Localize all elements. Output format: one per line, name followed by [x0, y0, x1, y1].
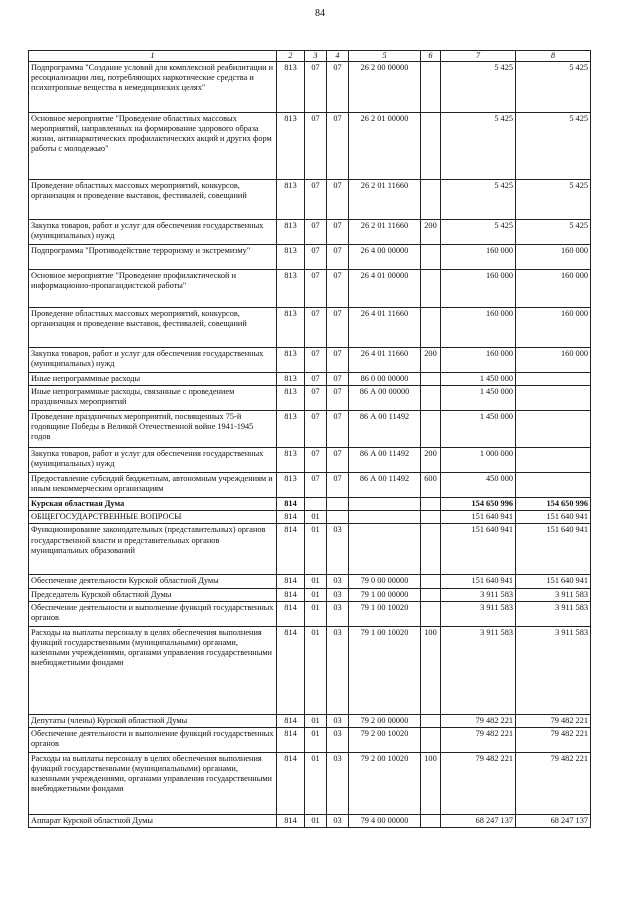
row-section: 07: [305, 473, 327, 498]
row-name: Основное мероприятие "Проведение профилактической и информационно-пропагандистской работы": [29, 270, 277, 308]
row-subsection: 07: [327, 180, 349, 220]
row-grbs: 813: [277, 270, 305, 308]
row-section: 07: [305, 270, 327, 308]
table-row: [29, 601, 591, 626]
row-sum-col8: 3 911 583: [516, 626, 591, 714]
row-target-article: 26 4 01 11660: [349, 348, 421, 373]
row-expense-type: [421, 373, 441, 386]
row-section: [305, 498, 327, 511]
row-section: 01: [305, 714, 327, 727]
row-sum-col7: 1 450 000: [441, 373, 516, 386]
row-sum-col8: 5 425: [516, 220, 591, 245]
budget-table: [28, 50, 591, 828]
row-subsection: 03: [327, 524, 349, 575]
table-row: [29, 373, 591, 386]
table-row: [29, 714, 591, 727]
row-target-article: [349, 511, 421, 524]
row-sum-col8: [516, 386, 591, 411]
row-target-article: 26 4 00 00000: [349, 245, 421, 270]
table-row: [29, 448, 591, 473]
row-target-article: 86 А 00 11492: [349, 473, 421, 498]
row-subsection: [327, 498, 349, 511]
row-section: 01: [305, 626, 327, 714]
row-section: 01: [305, 727, 327, 752]
row-grbs: 813: [277, 245, 305, 270]
row-sum-col8: 79 482 221: [516, 727, 591, 752]
row-expense-type: 200: [421, 448, 441, 473]
row-subsection: 03: [327, 752, 349, 814]
row-section: 01: [305, 524, 327, 575]
row-sum-col7: 1 450 000: [441, 411, 516, 448]
row-section: 07: [305, 348, 327, 373]
row-target-article: 26 2 01 11660: [349, 220, 421, 245]
row-section: 07: [305, 245, 327, 270]
row-section: 07: [305, 373, 327, 386]
row-target-article: 79 1 00 00000: [349, 588, 421, 601]
row-sum-col8: 151 640 941: [516, 524, 591, 575]
row-section: 07: [305, 448, 327, 473]
row-sum-col7: 1 000 000: [441, 448, 516, 473]
table-row: [29, 113, 591, 180]
row-name: Иные непрограммные расходы, связанные с проведением праздничных мероприятий: [29, 386, 277, 411]
row-target-article: 79 2 00 00000: [349, 714, 421, 727]
row-sum-col7: 151 640 941: [441, 524, 516, 575]
row-grbs: 813: [277, 62, 305, 113]
row-expense-type: 100: [421, 752, 441, 814]
row-sum-col8: [516, 473, 591, 498]
row-grbs: 813: [277, 386, 305, 411]
row-sum-col8: 5 425: [516, 62, 591, 113]
table-row: [29, 411, 591, 448]
row-target-article: 79 1 00 10020: [349, 626, 421, 714]
table-row: [29, 498, 591, 511]
row-grbs: 813: [277, 348, 305, 373]
row-name: Председатель Курской областной Думы: [29, 588, 277, 601]
row-expense-type: [421, 270, 441, 308]
row-section: 07: [305, 411, 327, 448]
row-grbs: 814: [277, 601, 305, 626]
table-row: [29, 752, 591, 814]
table-row: [29, 386, 591, 411]
row-section: 07: [305, 308, 327, 348]
row-sum-col7: 160 000: [441, 245, 516, 270]
row-subsection: 03: [327, 727, 349, 752]
row-expense-type: [421, 308, 441, 348]
row-sum-col7: 5 425: [441, 180, 516, 220]
row-grbs: 813: [277, 220, 305, 245]
table-row: [29, 575, 591, 588]
row-sum-col8: 160 000: [516, 245, 591, 270]
row-name: Закупка товаров, работ и услуг для обеспечения государственных (муниципальных) нужд: [29, 220, 277, 245]
row-grbs: 813: [277, 448, 305, 473]
row-section: 01: [305, 814, 327, 827]
row-grbs: 814: [277, 524, 305, 575]
row-expense-type: [421, 511, 441, 524]
row-name: Обеспечение деятельности и выполнение функций государственных органов: [29, 601, 277, 626]
row-target-article: 86 А 00 11492: [349, 448, 421, 473]
row-grbs: 814: [277, 714, 305, 727]
row-grbs: 814: [277, 727, 305, 752]
row-sum-col8: 79 482 221: [516, 752, 591, 814]
row-sum-col7: 79 482 221: [441, 727, 516, 752]
row-sum-col8: [516, 448, 591, 473]
row-section: 01: [305, 511, 327, 524]
row-subsection: 07: [327, 220, 349, 245]
row-subsection: 07: [327, 373, 349, 386]
row-section: 07: [305, 180, 327, 220]
row-sum-col8: 5 425: [516, 113, 591, 180]
table-row: [29, 626, 591, 714]
row-target-article: 79 2 00 10020: [349, 727, 421, 752]
row-sum-col7: 5 425: [441, 113, 516, 180]
row-sum-col8: [516, 411, 591, 448]
row-target-article: 79 4 00 00000: [349, 814, 421, 827]
row-name: Проведение областных массовых мероприятий, конкурсов, организация и проведение выставок, фестивалей, совещаний: [29, 308, 277, 348]
col-header-4: 4: [327, 51, 349, 62]
row-section: 07: [305, 386, 327, 411]
row-sum-col8: 79 482 221: [516, 714, 591, 727]
row-sum-col8: 3 911 583: [516, 601, 591, 626]
row-target-article: 26 2 01 11660: [349, 180, 421, 220]
row-target-article: 26 4 01 00000: [349, 270, 421, 308]
table-row: [29, 511, 591, 524]
row-sum-col7: 151 640 941: [441, 575, 516, 588]
row-expense-type: 600: [421, 473, 441, 498]
row-sum-col7: 450 000: [441, 473, 516, 498]
row-sum-col7: 160 000: [441, 308, 516, 348]
row-name: Подпрограмма "Создание условий для комплексной реабилитации и ресоциализации лиц, потребляющих наркотические средства и психотропные вещества в немедицинских целях": [29, 62, 277, 113]
row-target-article: 26 2 01 00000: [349, 113, 421, 180]
row-grbs: 814: [277, 511, 305, 524]
row-grbs: 813: [277, 180, 305, 220]
row-sum-col8: 68 247 137: [516, 814, 591, 827]
row-name: Курская областная Дума: [29, 498, 277, 511]
col-header-1: 1: [29, 51, 277, 62]
col-header-7: 7: [441, 51, 516, 62]
row-section: 01: [305, 752, 327, 814]
row-target-article: 86 А 00 00000: [349, 386, 421, 411]
table-row: [29, 524, 591, 575]
row-name: Обеспечение деятельности Курской областной Думы: [29, 575, 277, 588]
col-header-2: 2: [277, 51, 305, 62]
row-grbs: 813: [277, 473, 305, 498]
row-expense-type: [421, 113, 441, 180]
row-expense-type: [421, 180, 441, 220]
row-sum-col7: 3 911 583: [441, 626, 516, 714]
table-row: [29, 348, 591, 373]
row-name: Основное мероприятие "Проведение областных массовых мероприятий, направленных на формирование здорового образа жизни, антинаркотических профилактических акций и других форм работы с молодежью": [29, 113, 277, 180]
row-target-article: [349, 524, 421, 575]
row-name: Проведение областных массовых мероприятий, конкурсов, организация и проведение выставок, фестивалей, совещаний: [29, 180, 277, 220]
row-sum-col8: 151 640 941: [516, 575, 591, 588]
row-section: 07: [305, 62, 327, 113]
row-sum-col7: 154 650 996: [441, 498, 516, 511]
row-sum-col7: 5 425: [441, 220, 516, 245]
row-sum-col8: 160 000: [516, 270, 591, 308]
row-sum-col7: 79 482 221: [441, 752, 516, 814]
row-target-article: 86 А 00 11492: [349, 411, 421, 448]
row-expense-type: [421, 386, 441, 411]
row-expense-type: [421, 62, 441, 113]
row-grbs: 814: [277, 752, 305, 814]
row-target-article: 26 4 01 11660: [349, 308, 421, 348]
row-sum-col7: 160 000: [441, 348, 516, 373]
row-section: 07: [305, 113, 327, 180]
row-name: Подпрограмма "Противодействие терроризму и экстремизму": [29, 245, 277, 270]
row-subsection: 07: [327, 448, 349, 473]
table-row: [29, 473, 591, 498]
row-expense-type: [421, 601, 441, 626]
row-sum-col7: 1 450 000: [441, 386, 516, 411]
row-sum-col7: 5 425: [441, 62, 516, 113]
row-expense-type: [421, 498, 441, 511]
row-expense-type: [421, 814, 441, 827]
row-section: 01: [305, 588, 327, 601]
row-subsection: 07: [327, 473, 349, 498]
table-row: [29, 588, 591, 601]
header-row: [29, 51, 591, 62]
row-expense-type: [421, 588, 441, 601]
row-sum-col7: 3 911 583: [441, 588, 516, 601]
table-row: [29, 727, 591, 752]
table-row: [29, 220, 591, 245]
col-header-3: 3: [305, 51, 327, 62]
row-grbs: 813: [277, 373, 305, 386]
row-sum-col7: 79 482 221: [441, 714, 516, 727]
col-header-8: 8: [516, 51, 591, 62]
row-subsection: 07: [327, 386, 349, 411]
row-sum-col7: 3 911 583: [441, 601, 516, 626]
row-sum-col7: 160 000: [441, 270, 516, 308]
row-sum-col8: 160 000: [516, 348, 591, 373]
row-target-article: 79 1 00 10020: [349, 601, 421, 626]
row-expense-type: [421, 727, 441, 752]
row-name: ОБЩЕГОСУДАРСТВЕННЫЕ ВОПРОСЫ: [29, 511, 277, 524]
row-expense-type: [421, 714, 441, 727]
row-name: Закупка товаров, работ и услуг для обеспечения государственных (муниципальных) нужд: [29, 348, 277, 373]
row-name: Предоставление субсидий бюджетным, автономным учреждениям и иным некоммерческим организациям: [29, 473, 277, 498]
table-row: [29, 270, 591, 308]
row-sum-col7: 151 640 941: [441, 511, 516, 524]
row-subsection: 07: [327, 113, 349, 180]
row-sum-col8: 3 911 583: [516, 588, 591, 601]
row-expense-type: 200: [421, 220, 441, 245]
row-expense-type: [421, 245, 441, 270]
row-expense-type: [421, 575, 441, 588]
row-name: Закупка товаров, работ и услуг для обеспечения государственных (муниципальных) нужд: [29, 448, 277, 473]
row-sum-col8: 160 000: [516, 308, 591, 348]
row-name: Расходы на выплаты персоналу в целях обеспечения выполнения функций государственными (муниципальными) органами, казенными учреждениями, органами управления государственными внебюджетными фондами: [29, 752, 277, 814]
row-grbs: 814: [277, 575, 305, 588]
page-number: 84: [315, 8, 325, 19]
row-subsection: 07: [327, 348, 349, 373]
row-section: 07: [305, 220, 327, 245]
row-expense-type: [421, 411, 441, 448]
row-name: Обеспечение деятельности и выполнение функций государственных органов: [29, 727, 277, 752]
table-row: [29, 308, 591, 348]
row-subsection: 03: [327, 575, 349, 588]
row-grbs: 813: [277, 113, 305, 180]
col-header-5: 5: [349, 51, 421, 62]
row-expense-type: [421, 524, 441, 575]
row-subsection: 07: [327, 62, 349, 113]
row-sum-col7: 68 247 137: [441, 814, 516, 827]
row-sum-col8: [516, 373, 591, 386]
row-subsection: 03: [327, 626, 349, 714]
row-section: 01: [305, 575, 327, 588]
col-header-6: 6: [421, 51, 441, 62]
table-row: [29, 814, 591, 827]
row-grbs: 813: [277, 308, 305, 348]
row-subsection: 03: [327, 588, 349, 601]
row-name: Проведение праздничных мероприятий, посвященных 75-й годовщине Победы в Великой Отечественной войне 1941-1945 годов: [29, 411, 277, 448]
row-name: Аппарат Курской областной Думы: [29, 814, 277, 827]
row-sum-col8: 5 425: [516, 180, 591, 220]
table-row: [29, 180, 591, 220]
row-target-article: 79 0 00 00000: [349, 575, 421, 588]
row-target-article: 26 2 00 00000: [349, 62, 421, 113]
row-section: 01: [305, 601, 327, 626]
row-subsection: [327, 511, 349, 524]
row-name: Функционирование законодательных (представительных) органов государственной власти и представительных органов муниципальных образований: [29, 524, 277, 575]
row-subsection: 07: [327, 411, 349, 448]
row-target-article: [349, 498, 421, 511]
row-target-article: 86 0 00 00000: [349, 373, 421, 386]
row-name: Депутаты (члены) Курской областной Думы: [29, 714, 277, 727]
row-expense-type: 200: [421, 348, 441, 373]
row-subsection: 03: [327, 714, 349, 727]
table-row: [29, 245, 591, 270]
row-subsection: 03: [327, 814, 349, 827]
row-grbs: 813: [277, 411, 305, 448]
row-name: Расходы на выплаты персоналу в целях обеспечения выполнения функций государственными (муниципальными) органами, казенными учреждениями, органами управления государственными внебюджетными фондами: [29, 626, 277, 714]
row-grbs: 814: [277, 498, 305, 511]
row-sum-col8: 154 650 996: [516, 498, 591, 511]
row-sum-col8: 151 640 941: [516, 511, 591, 524]
row-subsection: 07: [327, 308, 349, 348]
row-expense-type: 100: [421, 626, 441, 714]
row-grbs: 814: [277, 814, 305, 827]
row-subsection: 07: [327, 245, 349, 270]
row-grbs: 814: [277, 588, 305, 601]
row-subsection: 03: [327, 601, 349, 626]
table-row: [29, 62, 591, 113]
row-subsection: 07: [327, 270, 349, 308]
row-target-article: 79 2 00 10020: [349, 752, 421, 814]
row-grbs: 814: [277, 626, 305, 714]
row-name: Иные непрограммные расходы: [29, 373, 277, 386]
